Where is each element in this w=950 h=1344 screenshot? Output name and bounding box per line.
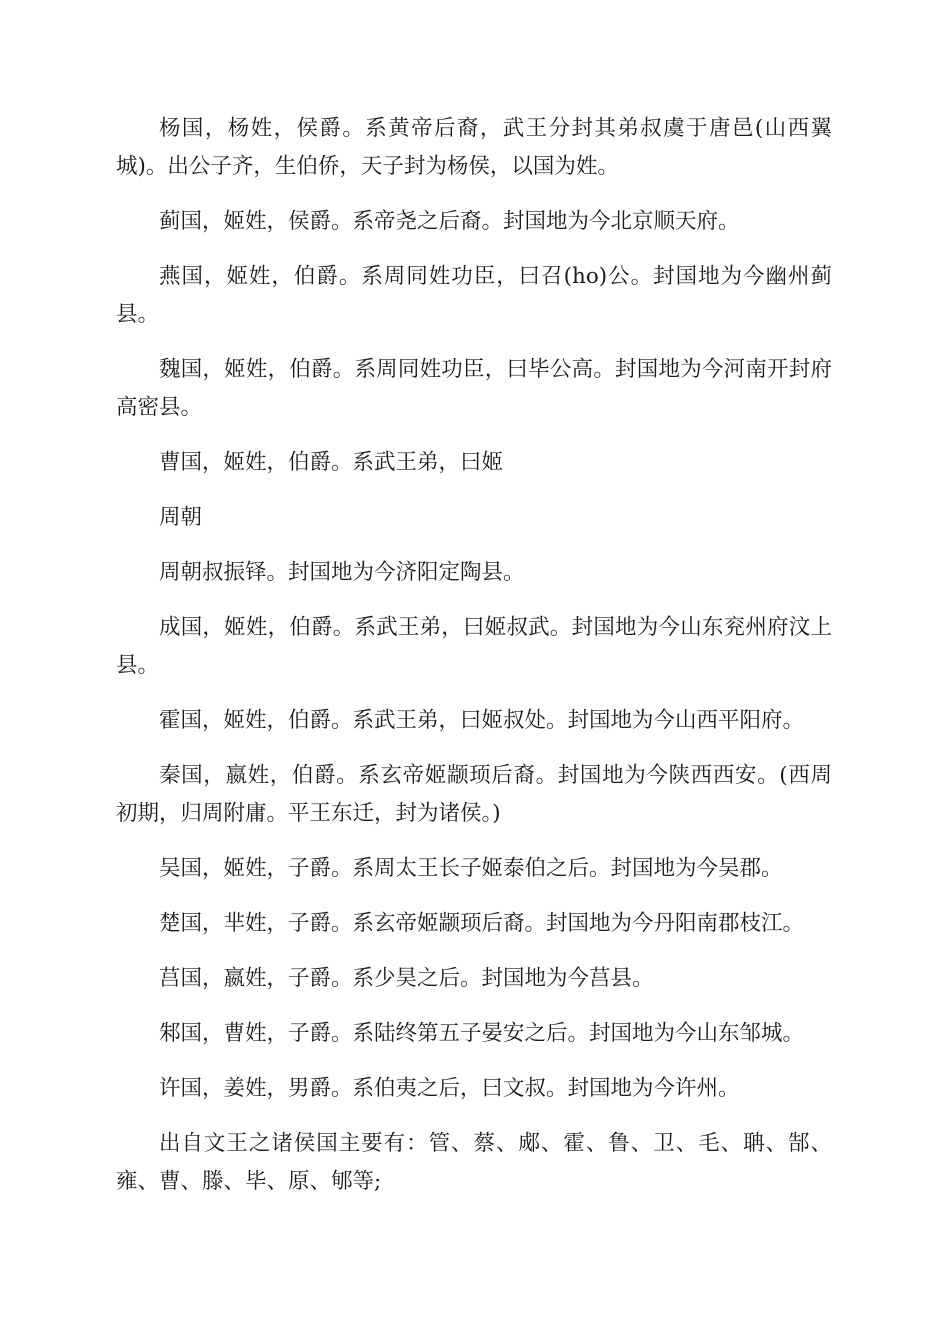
paragraph-zhouchao: 周朝 xyxy=(159,505,203,530)
paragraph-zhouchao-shu: 周朝叔振铎。封国地为今济阳定陶县。 xyxy=(159,560,525,585)
paragraph-wenwang-states: 出自文王之诸侯国主要有：管、蔡、郕、霍、鲁、卫、毛、聃、郜、雍、曹、滕、毕、原、郇等; xyxy=(116,1131,832,1194)
paragraph-yang: 杨国，杨姓，侯爵。系黄帝后裔，武王分封其弟叔虞于唐邑(山西翼城)。出公子齐，生伯侨，天子封为杨侯，以国为姓。 xyxy=(116,116,832,179)
paragraph-wei: 魏国，姬姓，伯爵。系周同姓功臣，曰毕公高。封国地为今河南开封府高密县。 xyxy=(116,357,832,420)
paragraph-yan: 燕国，姬姓，伯爵。系周同姓功臣，曰召(ho)公。封国地为今幽州蓟县。 xyxy=(116,264,832,327)
paragraph-ju: 莒国，嬴姓，子爵。系少昊之后。封国地为今莒县。 xyxy=(159,966,654,991)
paragraph-chu: 楚国，芈姓，子爵。系玄帝姬颛顼后裔。封国地为今丹阳南郡枝江。 xyxy=(159,911,805,936)
document-body xyxy=(116,110,832,1218)
paragraph-xu: 许国，姜姓，男爵。系伯夷之后，曰文叔。封国地为今许州。 xyxy=(159,1076,740,1101)
paragraph-cheng: 成国，姬姓，伯爵。系武王弟，曰姬叔武。封国地为今山东兖州府汶上县。 xyxy=(116,615,832,678)
paragraph-qin: 秦国，嬴姓，伯爵。系玄帝姬颛顼后裔。封国地为今陕西西安。(西周初期，归周附庸。平王东迁，封为诸侯。) xyxy=(116,763,832,826)
paragraph-wu: 吴国，姬姓，子爵。系周太王长子姬泰伯之后。封国地为今吴郡。 xyxy=(159,856,783,881)
paragraph-zhu: 邾国，曹姓，子爵。系陆终第五子晏安之后。封国地为今山东邹城。 xyxy=(159,1021,805,1046)
paragraph-ji: 蓟国，姬姓，侯爵。系帝尧之后裔。封国地为今北京顺天府。 xyxy=(159,209,740,234)
paragraph-cao: 曹国，姬姓，伯爵。系武王弟，曰姬 xyxy=(159,450,504,475)
paragraph-huo: 霍国，姬姓，伯爵。系武王弟，曰姬叔处。封国地为今山西平阳府。 xyxy=(159,708,805,733)
